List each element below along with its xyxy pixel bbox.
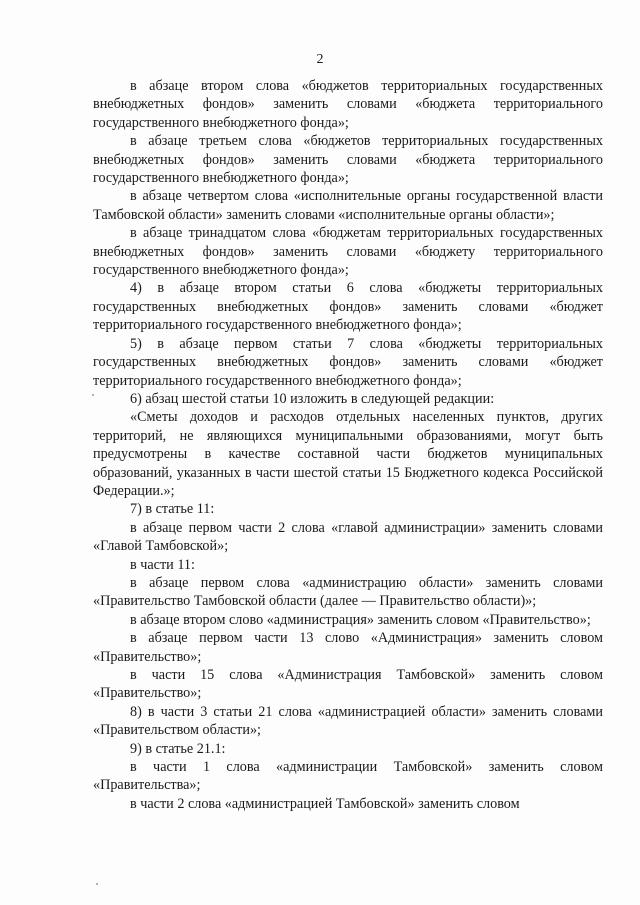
paragraph: в абзаце втором слова «бюджетов территориальных государственных внебюджетных фондов» заменить словами «бюджета территориального государственного внебюджетного фонда»;: [93, 78, 603, 131]
paragraph: 9) в статье 21.1:: [130, 740, 226, 757]
paragraph: «Сметы доходов и расходов отдельных населенных пунктов, других территорий, не являющихся муниципальными образованиями, могут быть предусмотрены в качестве составной части бюджетов муниципальных образований, указанных в части шестой статьи 15 Бюджетного кодекса Российской Федерации.»;: [93, 409, 603, 499]
scan-speck: [96, 883, 98, 885]
page-number: 2: [316, 52, 324, 67]
paragraph: в части 1 слова «администрации Тамбовской» заменить словом «Правительства»;: [93, 759, 603, 794]
paragraph: в абзаце четвертом слова «исполнительные органы государственной власти Тамбовской области» заменить словами «исполнительные органы области»;: [93, 188, 603, 223]
paragraph: в абзаце первом слова «администрацию области» заменить словами «Правительство Тамбовской области (далее — Правительство области)»;: [93, 574, 603, 610]
paragraph: 4) в абзаце втором статьи 6 слова «бюджеты территориальных государственных внебюджетных фондов» заменить словами «бюджет территориального государственного внебюджетного фонда»;: [93, 280, 603, 334]
document-body: [93, 77, 603, 813]
paragraph: в абзаце первом части 2 слова «главой администрации» заменить словами «Главой Тамбовской»;: [93, 519, 603, 555]
paragraph: в части 11:: [130, 556, 195, 573]
paragraph: в абзаце втором слово «администрация» заменить словом «Правительство»;: [130, 611, 591, 628]
paragraph: 8) в части 3 статьи 21 слова «администрацией области» заменить словами «Правительством области»;: [93, 703, 603, 739]
paragraph: в абзаце первом части 13 слово «Администрация» заменить словом «Правительство»;: [93, 630, 603, 665]
paragraph: в абзаце третьем слова «бюджетов территориальных государственных внебюджетных фондов» заменить словами «бюджета территориального государственного внебюджетного фонда»;: [93, 133, 603, 187]
paragraph: 7) в статье 11:: [130, 501, 215, 518]
paragraph: в части 2 слова «администрацией Тамбовской» заменить словом: [130, 795, 520, 812]
paragraph: 6) абзац шестой статьи 10 изложить в следующей редакции:: [130, 390, 495, 407]
paragraph: 5) в абзаце первом статьи 7 слова «бюджеты территориальных государственных внебюджетных фондов» заменить словами «бюджет территориального государственного внебюджетного фонда»;: [93, 335, 603, 389]
paragraph: в части 15 слова «Администрация Тамбовской» заменить словом «Правительство»;: [93, 667, 603, 702]
scan-speck: [92, 394, 94, 396]
paragraph: в абзаце тринадцатом слова «бюджетам территориальных государственных внебюджетных фондов» заменить словами «бюджету территориального государственного внебюджетного фонда»;: [93, 225, 603, 279]
